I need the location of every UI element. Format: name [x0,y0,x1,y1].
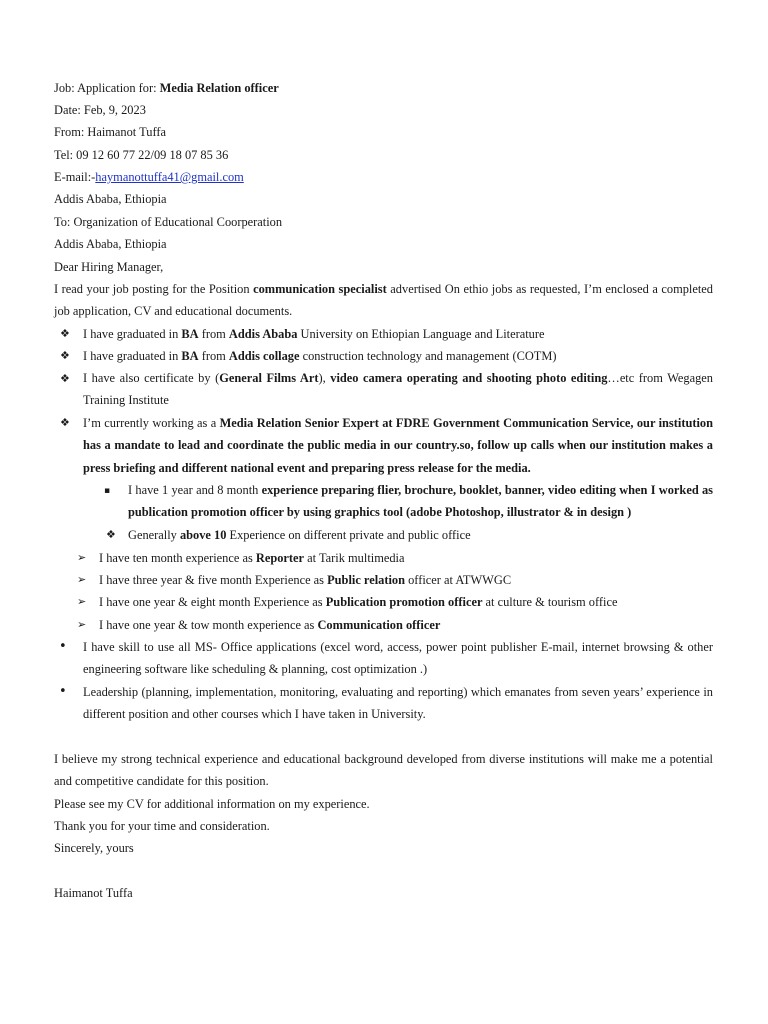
thanks-line: Thank you for your time and consideration. [54,819,270,833]
experience-item: I have three year & five month Experience as Public relation officer at ATWWGC [99,573,512,587]
email-line: E-mail:-haymanottuffa41@gmail.com [54,170,244,184]
signature-name: Haimanot Tuffa [54,886,133,900]
experience-item: I have one year & tow month experience as Communication officer [99,618,441,632]
sign-off: Sincerely, yours [54,841,134,855]
diamond-bullet-icon: ❖ [60,327,70,340]
round-bullet-icon: • [59,639,67,654]
recipient-city: Addis Ababa, Ethiopia [54,237,167,251]
job-title-line: Job: Application for: Media Relation officer [54,81,279,95]
from-line: From: Haimanot Tuffa [54,125,166,139]
experience-item: I have ten month experience as Reporter at Tarik multimedia [99,551,405,565]
sender-city: Addis Ababa, Ethiopia [54,192,167,206]
diamond-bullet-icon: ❖ [106,528,116,541]
tel-line: Tel: 09 12 60 77 22/09 18 07 85 36 [54,148,229,162]
experience-item: I have one year & eight month Experience as Publication promotion officer at culture & tourism office [99,595,618,609]
intro-paragraph: I read your job posting for the Position communication specialist advertised On ethio jobs as requested, I’m enclosed a completed job application, CV and educational documents. [54,282,713,319]
diamond-bullet-icon: ❖ [60,372,70,385]
graphics-experience-item: I have 1 year and 8 month experience preparing flier, brochure, booklet, banner, video editing when I worked as publication promotion officer by using graphics tool (adobe Photoshop, illustrator & in design ) [128,483,713,520]
cv-reference-line: Please see my CV for additional information on my experience. [54,797,370,811]
date-line: Date: Feb, 9, 2023 [54,103,146,117]
closing-paragraph: I believe my strong technical experience and educational background developed from diverse institutions will make me a potential and competitive candidate for this position. [54,752,713,789]
total-experience-item: Generally above 10 Experience on different private and public office [128,528,471,542]
job-title: Media Relation officer [159,81,279,95]
arrow-bullet-icon: ➢ [77,618,87,631]
square-bullet-icon: ▪ [104,486,111,496]
software-skill-item: I have skill to use all MS- Office applications (excel word, access, power point publisher E-mail, internet browsing & other engineering software like scheduling & planning, cost optimization .) [83,640,713,677]
arrow-bullet-icon: ➢ [77,595,87,608]
leadership-skill-item: Leadership (planning, implementation, monitoring, evaluating and reporting) which emanates from seven years’ experience in different position and other courses which I have taken in University. [83,685,713,722]
arrow-bullet-icon: ➢ [77,551,87,564]
certificate-item: I have also certificate by (General Films Art), video camera operating and shooting photo editing…etc from Wegagen Training Institute [83,371,713,408]
email-link[interactable]: haymanottuffa41@gmail.com [95,170,244,184]
diamond-bullet-icon: ❖ [60,416,70,429]
arrow-bullet-icon: ➢ [77,573,87,586]
education-item-1: I have graduated in BA from Addis Ababa University on Ethiopian Language and Literature [83,327,545,341]
round-bullet-icon: • [59,684,67,699]
current-work-item: I’m currently working as a Media Relation Senior Expert at FDRE Government Communication Service, our institution has a mandate to lead and coordinate the public media in our country.so, follow up calls when our institution makes a press briefing and different national event and preparing press release for the media. [83,416,713,475]
to-line: To: Organization of Educational Coorperation [54,215,283,229]
diamond-bullet-icon: ❖ [60,349,70,362]
education-item-2: I have graduated in BA from Addis collage construction technology and management (COTM) [83,349,557,363]
salutation: Dear Hiring Manager, [54,260,164,274]
